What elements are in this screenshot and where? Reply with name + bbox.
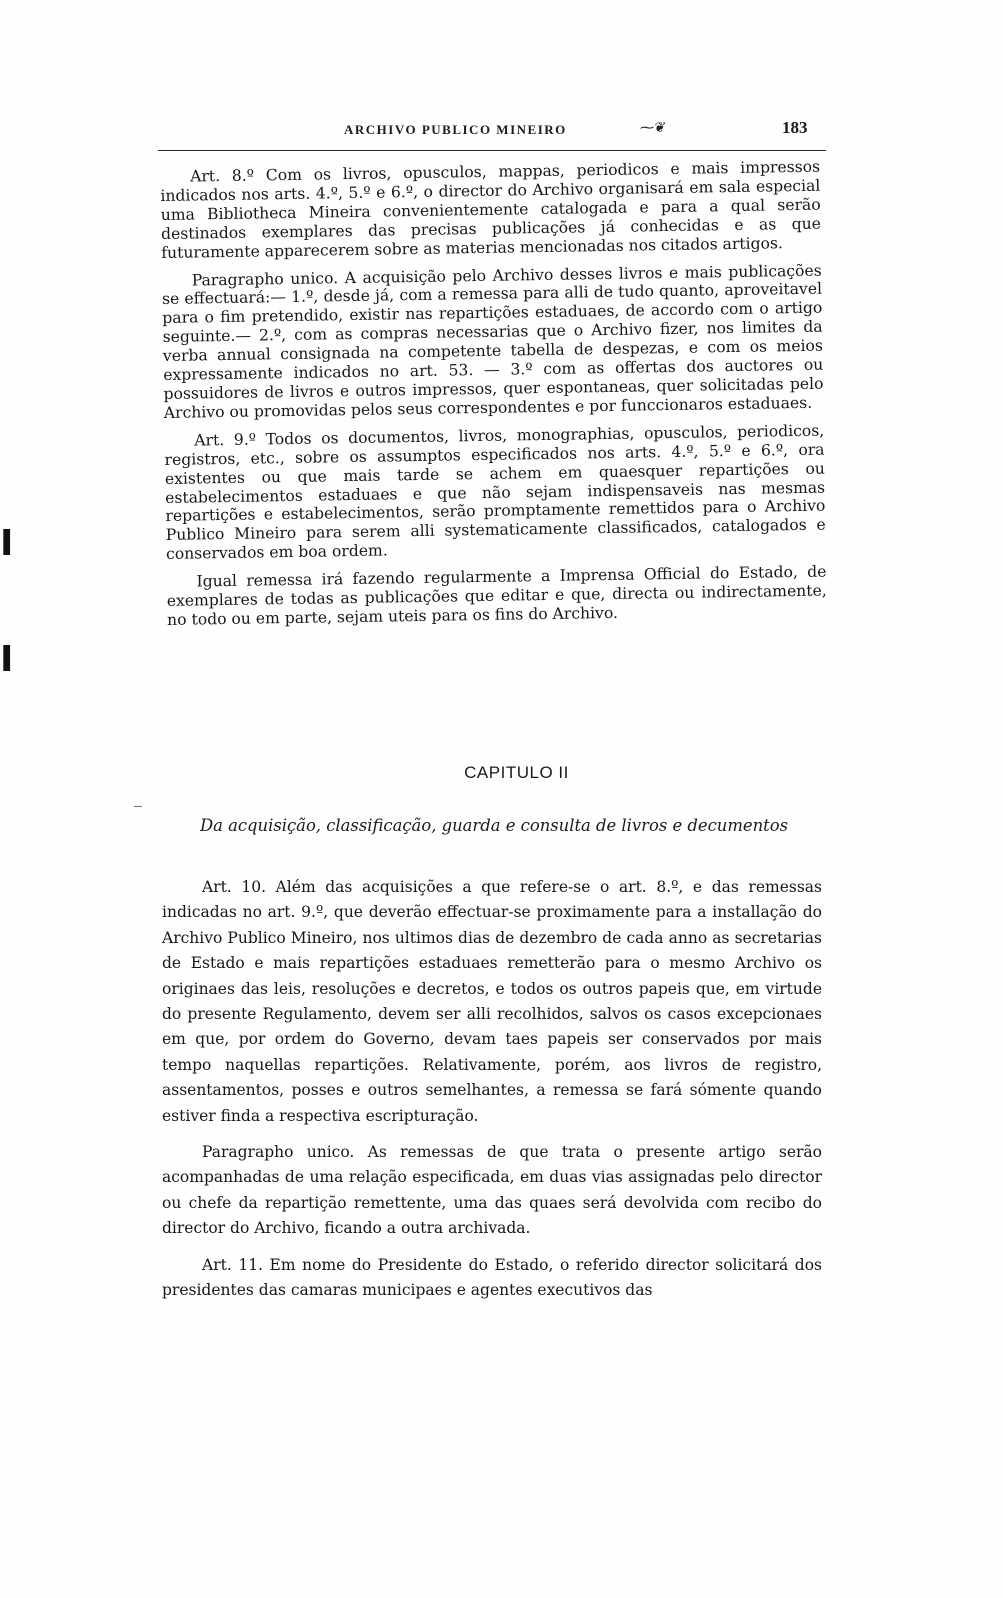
margin-dash: [134, 806, 142, 807]
page-number: 183: [782, 118, 808, 137]
paragraph-art-8: Art. 8.º Com os livros, opusculos, mappas, periodicos e mais impressos indicados nos arts. 4.º, 5.º e 6.º, o director do Archivo organisará em sala especial uma Bibliotheca Mineira convenientemente catalogada e para a qual serão destinados exemplares das precisas publicações já conhecidas e as que futuramente apparecerem sobre as materias mencionadas nos citados artigos.: [160, 157, 822, 262]
chapter-one-continuation: [160, 158, 827, 639]
chapter-title: CAPITULO II: [464, 763, 569, 782]
paragraph-art-9: Art. 9.º Todos os documentos, livros, monographias, opusculos, periodicos, registros, etc., sobre os assumptos especificados nos arts. 4.º, 5.º e 6.º, ora existentes ou que mais tarde se achem em quaesquer repartições ou estabelecimentos estaduaes e que não sejam indispensaveis nas mesmas repartições e estabelecimentos, serão promptamente remettidos para o Archivo Publico Mineiro para serem alli systematicamente classificados, catalogados e conservados em boa ordem.: [164, 421, 826, 564]
header-rule: [158, 150, 826, 151]
paragraph-unique-art-8: Paragrapho unico. A acquisição pelo Archivo desses livros e mais publicações se effectuará:— 1.º, desde já, com a remessa para alli de tudo quanto, aproveitavel para o fim pretendido, existir nas repartições estaduaes, de accordo com o artigo seguinte.— 2.º, com as compras necessarias que o Archivo fizer, nos limites da verba annual consignada na competente tabella de despezas, e com os meios expressamente indicados no art. 53. — 3.º com as offertas dos auctores ou possuidores de livros e outros impressos, quer espontaneas, quer solicitadas pelo Archivo ou promovidas pelos seus correspondentes e por funccionaros estaduaes.: [161, 261, 824, 422]
chapter-subtitle: Da acquisição, classificação, guarda e consulta de livros e decumentos: [199, 816, 789, 835]
running-head: [158, 118, 830, 152]
paragraph-art-11: Art. 11. Em nome do Presidente do Estado, o referido director solicitará dos presidentes das camaras municipaes e agentes executivos das: [162, 1255, 822, 1300]
margin-mark: I: [0, 523, 14, 564]
running-title: ARCHIVO PUBLICO MINEIRO: [344, 122, 567, 137]
paragraph-art-10: Art. 10. Além das acquisições a que refere-se o art. 8.º, e das remessas indicadas no art. 9.º, que deverão effectuar-se proximamente para a installação do Archivo Publico Mineiro, nos ultimos dias de dezembro de cada anno as secretarias de Estado e mais repartições estaduaes remetterão para o mesmo Archivo os originaes das leis, resoluções e decretos, e todos os outros papeis que, em virtude do presente Regulamento, devem ser alli recolhidos, salvos os casos excepcionaes em que, por ordem do Governo, devam taes papeis ser conservados por mais tempo naquellas repartições. Relativamente, porém, aos livros de registro, assentamentos, posses e outros semelhantes, a remessa se fará sómente quando estiver finda a respectiva escripturação.: [162, 878, 822, 1125]
ornament-icon: ⁓❦: [638, 120, 668, 136]
chapter-two-body: [162, 875, 822, 1315]
paragraph-unique-art-10: Paragrapho unico. As remessas de que trata o presente artigo serão acompanhadas de uma relação especificada, em duas vias assignadas pelo director ou chefe da repartição remettente, uma das quaes será devolvida com recibo do director do Archivo, ficando a outra archivada.: [162, 1143, 822, 1238]
paragraph-imprensa: Igual remessa irá fazendo regularmente a Imprensa Official do Estado, de exemplares de todas as publicações que editar e que, directa ou indirectamente, no todo ou em parte, sejam uteis para os fins do Archivo.: [166, 562, 827, 629]
margin-mark: I: [0, 639, 14, 680]
